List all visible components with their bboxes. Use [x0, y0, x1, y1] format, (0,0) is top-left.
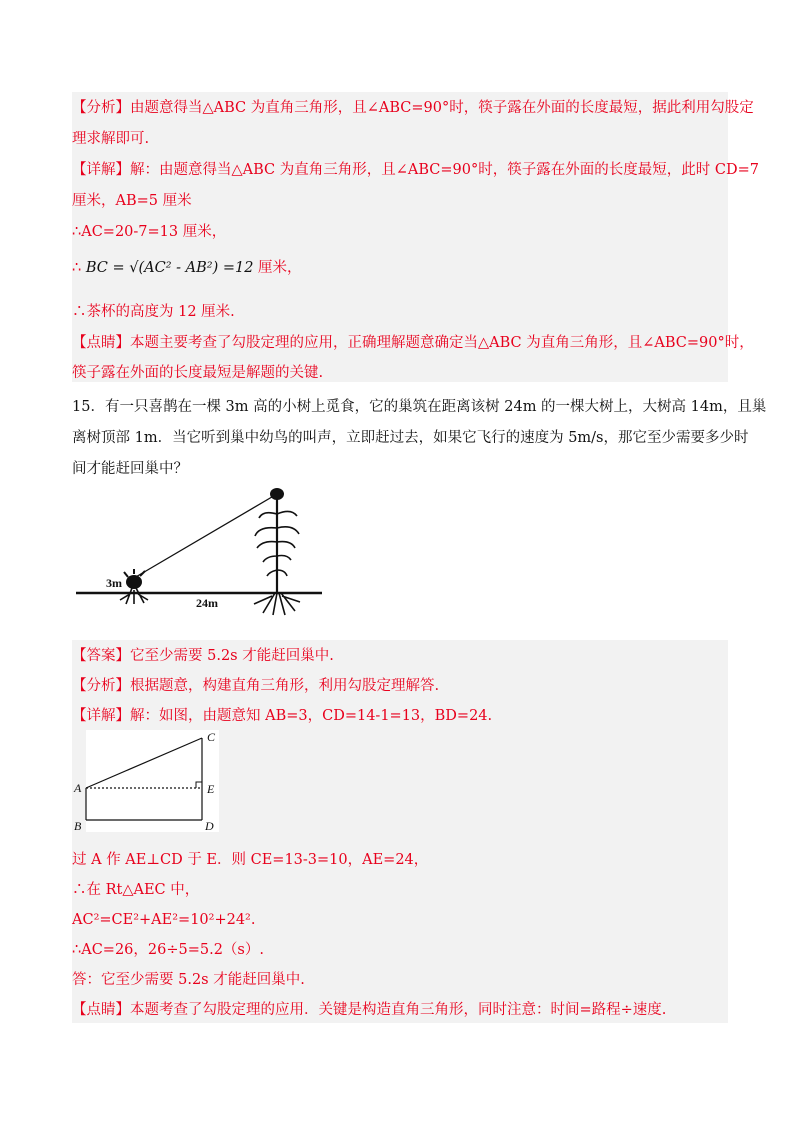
comment-line-2: 筷子露在外面的长度最短是解题的关键. — [72, 365, 324, 381]
therefore-symbol: ∴ — [72, 260, 82, 276]
problem-15-line-3: 间才能赶回巢中？ — [72, 461, 188, 477]
small-tree-height-label: 3m — [106, 576, 122, 590]
step-2: ∴在 Rt△AEC 中， — [72, 882, 200, 898]
small-tree-icon — [120, 569, 148, 604]
label-b: B — [74, 819, 82, 832]
problem-15-line-2: 离树顶部 1m．当它听到巢中幼鸟的叫声，立即赶过去，如果它飞行的速度为 5m/s，那它至少需要多少时 — [72, 430, 749, 446]
label-a: A — [74, 781, 82, 795]
step-4: ∴AC=26，26÷5=5.2（s）. — [72, 942, 264, 958]
detail-line-3: ∴AC=20-7=13 厘米， — [72, 224, 227, 240]
bc-formula: BC = √(AC² - AB²) =12 — [85, 260, 254, 276]
problem-15-line-1: 15．有一只喜鹊在一棵 3m 高的小树上觅食，它的巢筑在距离该树 24m 的一棵大树上，大树高 14m，且巢 — [72, 399, 767, 415]
label-d: D — [205, 819, 214, 832]
tree-figure — [72, 484, 332, 624]
analysis-line: 【分析】根据题意，构建直角三角形，利用勾股定理解答. — [72, 678, 440, 694]
comment-line: 【点睛】本题考查了勾股定理的应用．关键是构造直角三角形，同时注意：时间=路程÷速度. — [72, 1002, 667, 1018]
analysis-line-1: 【分析】由题意得当△ABC 为直角三角形，且∠ABC=90°时，筷子露在外面的长度最短，据此利用勾股定 — [72, 100, 754, 116]
step-3: AC²=CE²+AE²=10²+24². — [72, 912, 256, 928]
geometry-diagram — [72, 730, 232, 832]
label-c: C — [207, 730, 216, 744]
detail-line-5: ∴茶杯的高度为 12 厘米. — [72, 304, 235, 320]
label-e: E — [207, 782, 215, 796]
detail-line-2: 厘米，AB=5 厘米 — [72, 193, 192, 209]
detail-line-1: 【详解】解：由题意得当△ABC 为直角三角形，且∠ABC=90°时，筷子露在外面的长度最短，此时 CD=7 — [72, 162, 759, 178]
step-5: 答：它至少需要 5.2s 才能赶回巢中. — [72, 972, 305, 988]
step-1: 过 A 作 AE⊥CD 于 E．则 CE=13-3=10，AE=24， — [72, 852, 429, 868]
big-tree-icon — [254, 488, 300, 615]
analysis-line-2: 理求解即可. — [72, 131, 150, 147]
comment-line-1: 【点睛】本题主要考查了勾股定理的应用，正确理解题意确定当△ABC 为直角三角形，且∠ABC=90°时， — [72, 335, 754, 351]
answer-line: 【答案】它至少需要 5.2s 才能赶回巢中. — [72, 648, 334, 664]
distance-label: 24m — [196, 596, 218, 610]
detail-line: 【详解】解：如图，由题意知 AB=3，CD=14-1=13，BD=24. — [72, 708, 493, 724]
detail-line-4 — [72, 258, 728, 278]
unit-label: 厘米， — [258, 260, 302, 276]
